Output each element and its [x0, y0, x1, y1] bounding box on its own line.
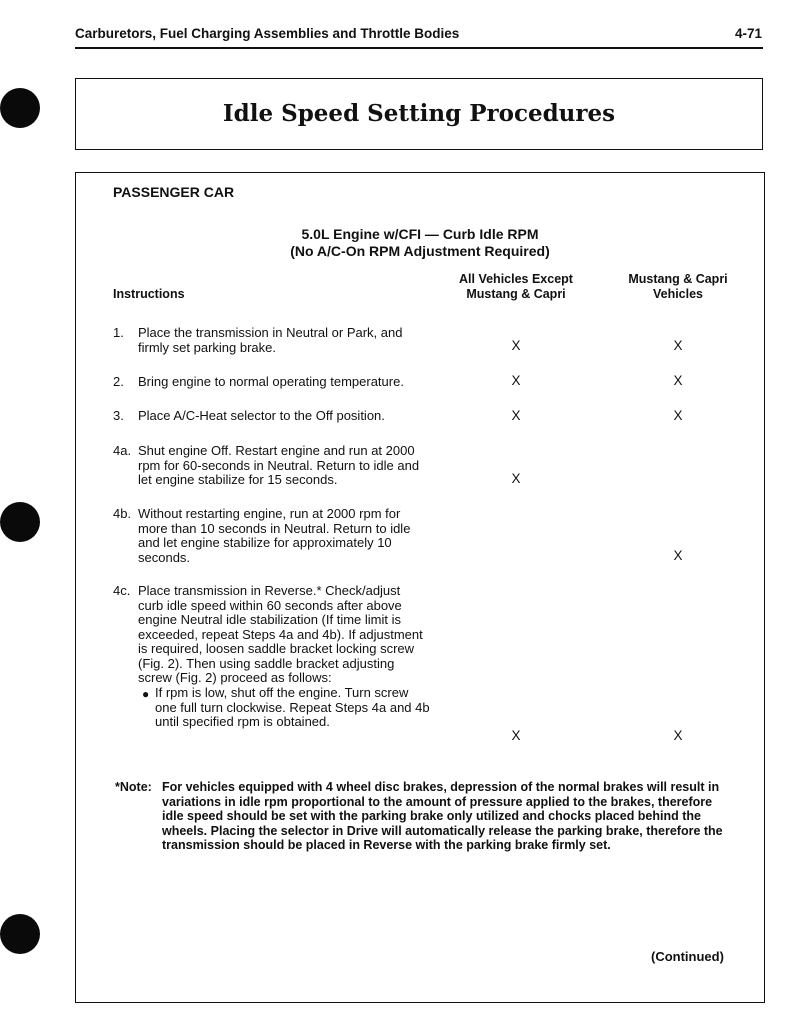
subtitle-line-2: (No A/C-On RPM Adjustment Required): [290, 243, 550, 259]
check-mark-all-vehicles: X: [511, 471, 521, 486]
check-mark-all-vehicles: X: [511, 408, 521, 423]
column-header-mustang-capri-line-1: Mustang & Capri: [628, 272, 728, 286]
step-number: 2.: [113, 374, 124, 389]
column-header-mustang-capri: [608, 272, 748, 301]
binder-hole-top: [0, 88, 40, 128]
step-text: Bring engine to normal operating temperature.: [138, 374, 404, 389]
binder-hole-bottom: [0, 914, 40, 954]
page-number: 4-71: [735, 26, 763, 41]
column-header-mustang-capri-line-2: Vehicles: [652, 286, 704, 301]
column-header-all-vehicles-line-2: Mustang & Capri: [466, 286, 566, 301]
step-number: 4c.: [113, 583, 131, 598]
binder-hole-middle: [0, 502, 40, 542]
header-rule: [75, 47, 763, 49]
subtitle-line-1: 5.0L Engine w/CFI — Curb Idle RPM: [301, 226, 539, 242]
check-mark-mustang-capri: X: [673, 338, 683, 353]
check-mark-mustang-capri: X: [673, 728, 683, 743]
step-number: 1.: [113, 325, 124, 340]
continued-label: (Continued): [651, 949, 724, 964]
check-mark-mustang-capri: X: [673, 548, 683, 563]
check-mark-all-vehicles: X: [511, 728, 521, 743]
column-header-all-vehicles-line-1: All Vehicles Except: [459, 272, 573, 286]
step-text: Shut engine Off. Restart engine and run at 2000 rpm for 60-seconds in Neutral. Return to idle and let engine stabilize for 15 seconds.: [138, 443, 420, 487]
step-text: Place A/C-Heat selector to the Off position.: [138, 408, 385, 423]
step-text: Place the transmission in Neutral or Park, and firmly set parking brake.: [138, 325, 403, 355]
note-label: *Note:: [115, 780, 152, 794]
bullet-dot-icon: ●: [142, 687, 150, 701]
step-number: 4b.: [113, 506, 132, 521]
page-title: Idle Speed Setting Procedures: [222, 100, 616, 127]
check-mark-all-vehicles: X: [511, 373, 521, 388]
step-text: Place transmission in Reverse.* Check/adjust curb idle speed within 60 seconds after above engine Neutral idle stabilization (If time limit is exceeded, repeat Steps 4a and 4b). If adjustment is required, loosen saddle bracket locking screw (Fig. 2). Then using saddle bracket adjusting screw (Fig. 2) proceed as follows:: [138, 583, 423, 685]
note-text: For vehicles equipped with 4 wheel disc brakes, depression of the normal brakes will result in variations in idle rpm proportional to the amount of pressure applied to the brakes, therefore idle speed should be set with the parking brake only utilized and chocks placed behind the wheels. Placing the selector in Drive will automatically release the parking brake, therefore the transmission should be placed in Reverse with the parking brake firmly set.: [162, 780, 723, 852]
section-heading: PASSENGER CAR: [113, 184, 235, 200]
column-header-all-vehicles: [436, 272, 596, 301]
step-number: 4a.: [113, 443, 132, 458]
check-mark-all-vehicles: X: [511, 338, 521, 353]
step-number: 3.: [113, 408, 124, 423]
step-text: Without restarting engine, run at 2000 rpm for more than 10 seconds in Neutral. Return to idle and let engine stabilize for approximately 10 seconds.: [138, 506, 411, 565]
check-mark-mustang-capri: X: [673, 373, 683, 388]
check-mark-mustang-capri: X: [673, 408, 683, 423]
bullet-text: If rpm is low, shut off the engine. Turn screw one full turn clockwise. Repeat Steps 4a and 4b until specified rpm is obtained.: [155, 685, 430, 729]
running-header-title: Carburetors, Fuel Charging Assemblies and Throttle Bodies: [75, 26, 460, 41]
column-header-instructions: Instructions: [113, 287, 185, 301]
